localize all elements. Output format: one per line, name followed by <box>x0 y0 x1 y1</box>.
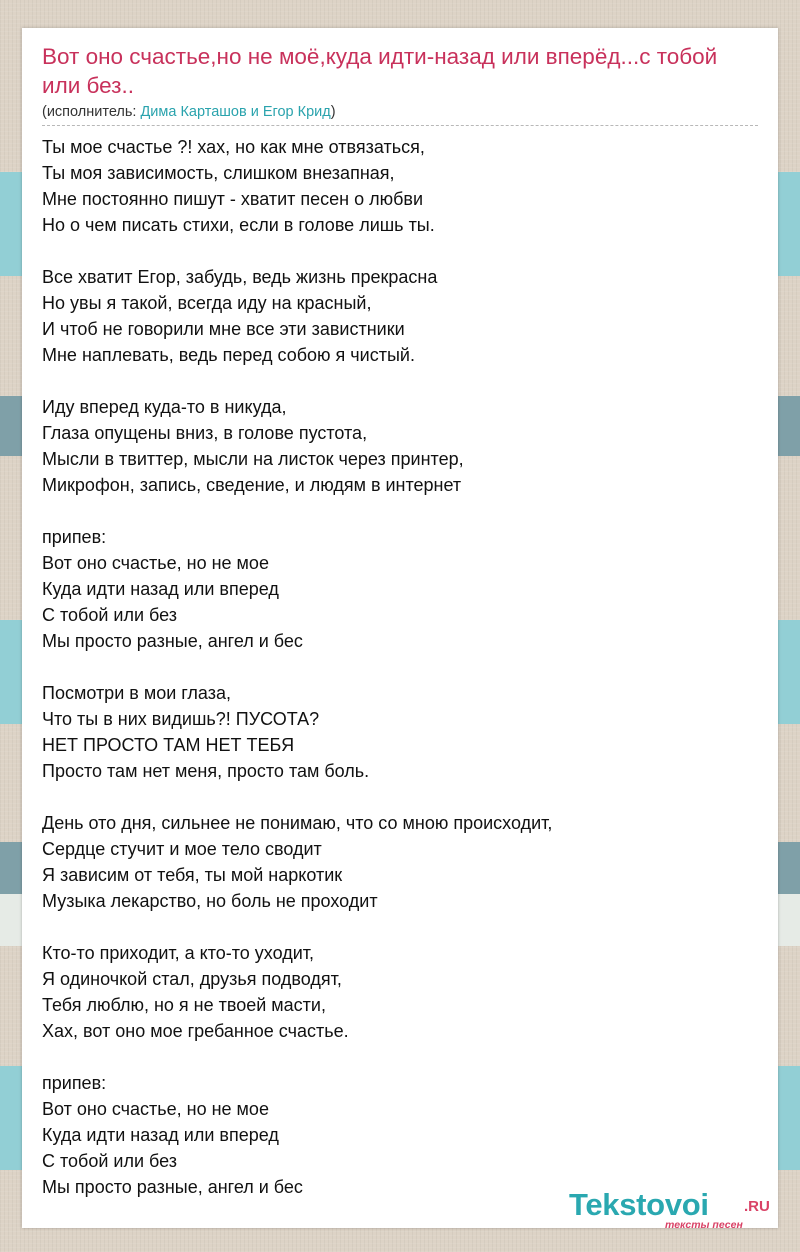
lyrics-text <box>42 134 762 1200</box>
lyrics-card <box>22 28 778 1231</box>
artist-link[interactable]: Дима Карташов и Егор Крид <box>140 104 331 120</box>
performer-label: (исполнитель: <box>42 104 141 120</box>
lyric-line: Ты моя зависимость, слишком внезапная, <box>42 163 395 183</box>
lyric-line: С тобой или без <box>42 605 178 625</box>
lyric-line: Кто-то приходит, а кто-то уходит, <box>42 943 315 963</box>
lyric-line: Иду вперед куда-то в никуда, <box>42 397 287 417</box>
lyric-line: Тебя люблю, но я не твоей масти, <box>42 995 326 1015</box>
lyric-line: НЕТ ПРОСТО ТАМ НЕТ ТЕБЯ <box>42 735 295 755</box>
lyric-line: Что ты в них видишь?! ПУСОТА? <box>42 709 320 729</box>
title-divider <box>42 125 758 126</box>
logo-name: Tekstovoi <box>569 1187 709 1222</box>
lyric-line: Мысли в твиттер, мысли на листок через принтер, <box>42 449 464 469</box>
lyric-line: Мне постоянно пишут - хватит песен о любви <box>42 189 424 209</box>
lyric-line: С тобой или без <box>42 1151 178 1171</box>
lyric-line: Мне наплевать, ведь перед собою я чистый. <box>42 345 415 365</box>
lyric-line: Но увы я такой, всегда иду на красный, <box>42 293 372 313</box>
lyric-line: Сердце стучит и мое тело сводит <box>42 839 322 859</box>
lyric-line: Просто там нет меня, просто там боль. <box>42 761 370 781</box>
lyric-line: Куда идти назад или вперед <box>42 1125 279 1145</box>
stanza-break <box>42 238 762 264</box>
lyric-line: Глаза опущены вниз, в голове пустота, <box>42 423 368 443</box>
lyric-line: припев: <box>42 1073 107 1093</box>
lyric-line: Мы просто разные, ангел и бес <box>42 631 303 651</box>
stanza-break <box>42 784 762 810</box>
stanza-break <box>42 654 762 680</box>
lyric-line: Вот оно счастье, но не мое <box>42 553 269 573</box>
lyric-line: Хах, вот оно мое гребанное счастье. <box>42 1021 349 1041</box>
lyric-line: Музыка лекарство, но боль не проходит <box>42 891 378 911</box>
lyric-line: Посмотри в мои глаза, <box>42 683 231 703</box>
lyric-line: День ото дня, сильнее не понимаю, что со мною происходит, <box>42 813 553 833</box>
lyric-line: Все хватит Егор, забудь, ведь жизнь прекрасна <box>42 267 438 287</box>
lyric-line: Но о чем писать стихи, если в голове лишь ты. <box>42 215 435 235</box>
performer-close: ) <box>330 104 336 120</box>
stanza-break <box>42 914 762 940</box>
lyric-line: Куда идти назад или вперед <box>42 579 279 599</box>
logo-tagline: тексты песен <box>665 1219 743 1231</box>
song-title: Вот оно счастье,но не моё,куда идти-назад или вперёд...с тобой или без.. <box>42 44 718 98</box>
logo-domain: .RU <box>744 1198 770 1215</box>
stanza-break <box>42 1044 762 1070</box>
lyric-line: Ты мое счастье ?! хах, но как мне отвязаться, <box>42 137 425 157</box>
stanza-break <box>42 498 762 524</box>
lyric-line: Мы просто разные, ангел и бес <box>42 1177 303 1197</box>
lyric-line: припев: <box>42 527 107 547</box>
lyric-line: Я зависим от тебя, ты мой наркотик <box>42 865 343 885</box>
stanza-break <box>42 368 762 394</box>
lyric-line: Я одиночкой стал, друзья подводят, <box>42 969 342 989</box>
performer-line <box>42 103 336 121</box>
lyric-line: Вот оно счастье, но не мое <box>42 1099 269 1119</box>
lyric-line: Микрофон, запись, сведение, и людям в интернет <box>42 475 462 495</box>
site-logo[interactable] <box>569 1187 779 1231</box>
lyric-line: И чтоб не говорили мне все эти завистники <box>42 319 405 339</box>
